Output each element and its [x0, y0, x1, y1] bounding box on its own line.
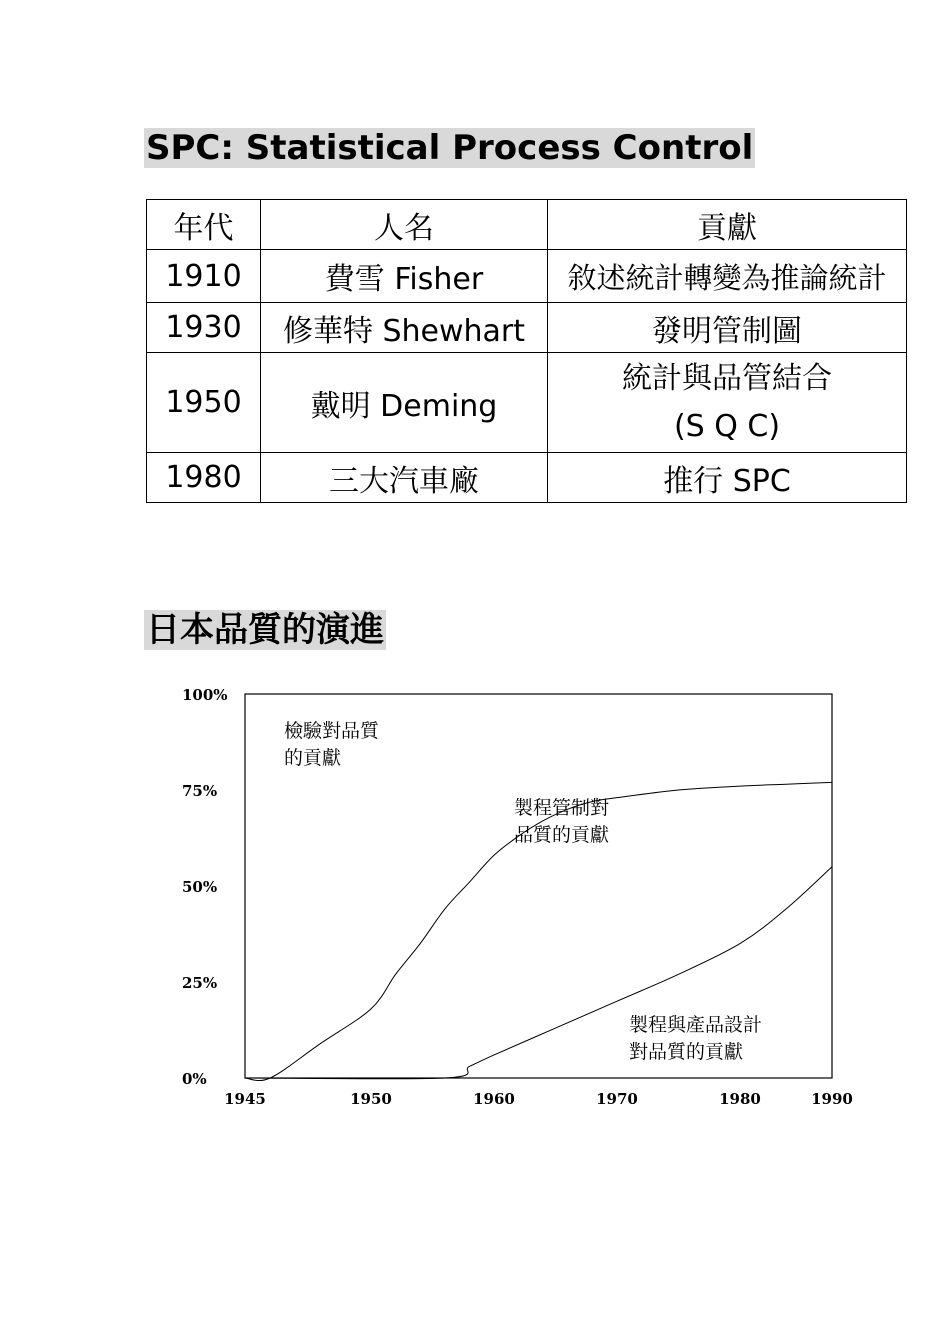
cell-contribution-line2: (S Q C): [673, 408, 781, 444]
cell-person: 三大汽車廠: [261, 453, 548, 503]
y-tick-label: 0%: [182, 1070, 207, 1088]
x-tick-label: 1945: [224, 1090, 266, 1108]
table-header-row: [147, 200, 907, 250]
annotation-label: 對品質的貢獻: [629, 1041, 744, 1063]
header-contribution: 貢獻: [548, 200, 907, 250]
x-tick-label: 1970: [596, 1090, 638, 1108]
y-tick-label: 100%: [182, 686, 228, 704]
cell-person: 戴明 Deming: [261, 353, 548, 453]
cell-contribution: 推行 SPC: [548, 453, 907, 503]
cell-year: 1930: [147, 303, 261, 353]
table-row: [147, 303, 907, 353]
x-tick-label: 1980: [719, 1090, 761, 1108]
x-tick-label: 1990: [811, 1090, 853, 1108]
annotation-label: 的貢獻: [284, 747, 342, 769]
cell-contribution-line1: 統計與品管結合: [622, 360, 832, 396]
x-tick-label: 1960: [473, 1090, 515, 1108]
header-era: 年代: [147, 200, 261, 250]
annotation-label: 製程與產品設計: [629, 1014, 763, 1036]
annotation-label: 品質的貢獻: [514, 824, 610, 846]
section-title-spc: SPC: Statistical Process Control: [146, 128, 754, 168]
quality-evolution-chart: [170, 680, 870, 1120]
cell-person: 修華特 Shewhart: [261, 303, 548, 353]
series-line-2: [245, 867, 832, 1079]
header-person: 人名: [261, 200, 548, 250]
table-row: [147, 353, 907, 453]
spc-history-table: [146, 199, 907, 503]
cell-year: 1910: [147, 250, 261, 303]
cell-year: 1980: [147, 453, 261, 503]
cell-person: 費雪 Fisher: [261, 250, 548, 303]
table-row: [147, 453, 907, 503]
annotation-label: 製程管制對: [514, 797, 610, 819]
y-tick-label: 25%: [182, 974, 218, 992]
cell-year: 1950: [147, 353, 261, 453]
cell-contribution: 敘述統計轉變為推論統計: [548, 250, 907, 303]
table-row: [147, 250, 907, 303]
y-tick-label: 50%: [182, 878, 218, 896]
cell-contribution: 發明管制圖: [548, 303, 907, 353]
cell-contribution: [548, 353, 907, 453]
annotation-label: 檢驗對品質: [284, 720, 380, 742]
x-tick-label: 1950: [350, 1090, 392, 1108]
y-tick-label: 75%: [182, 782, 218, 800]
section-title-japan-quality: 日本品質的演進: [146, 610, 384, 650]
